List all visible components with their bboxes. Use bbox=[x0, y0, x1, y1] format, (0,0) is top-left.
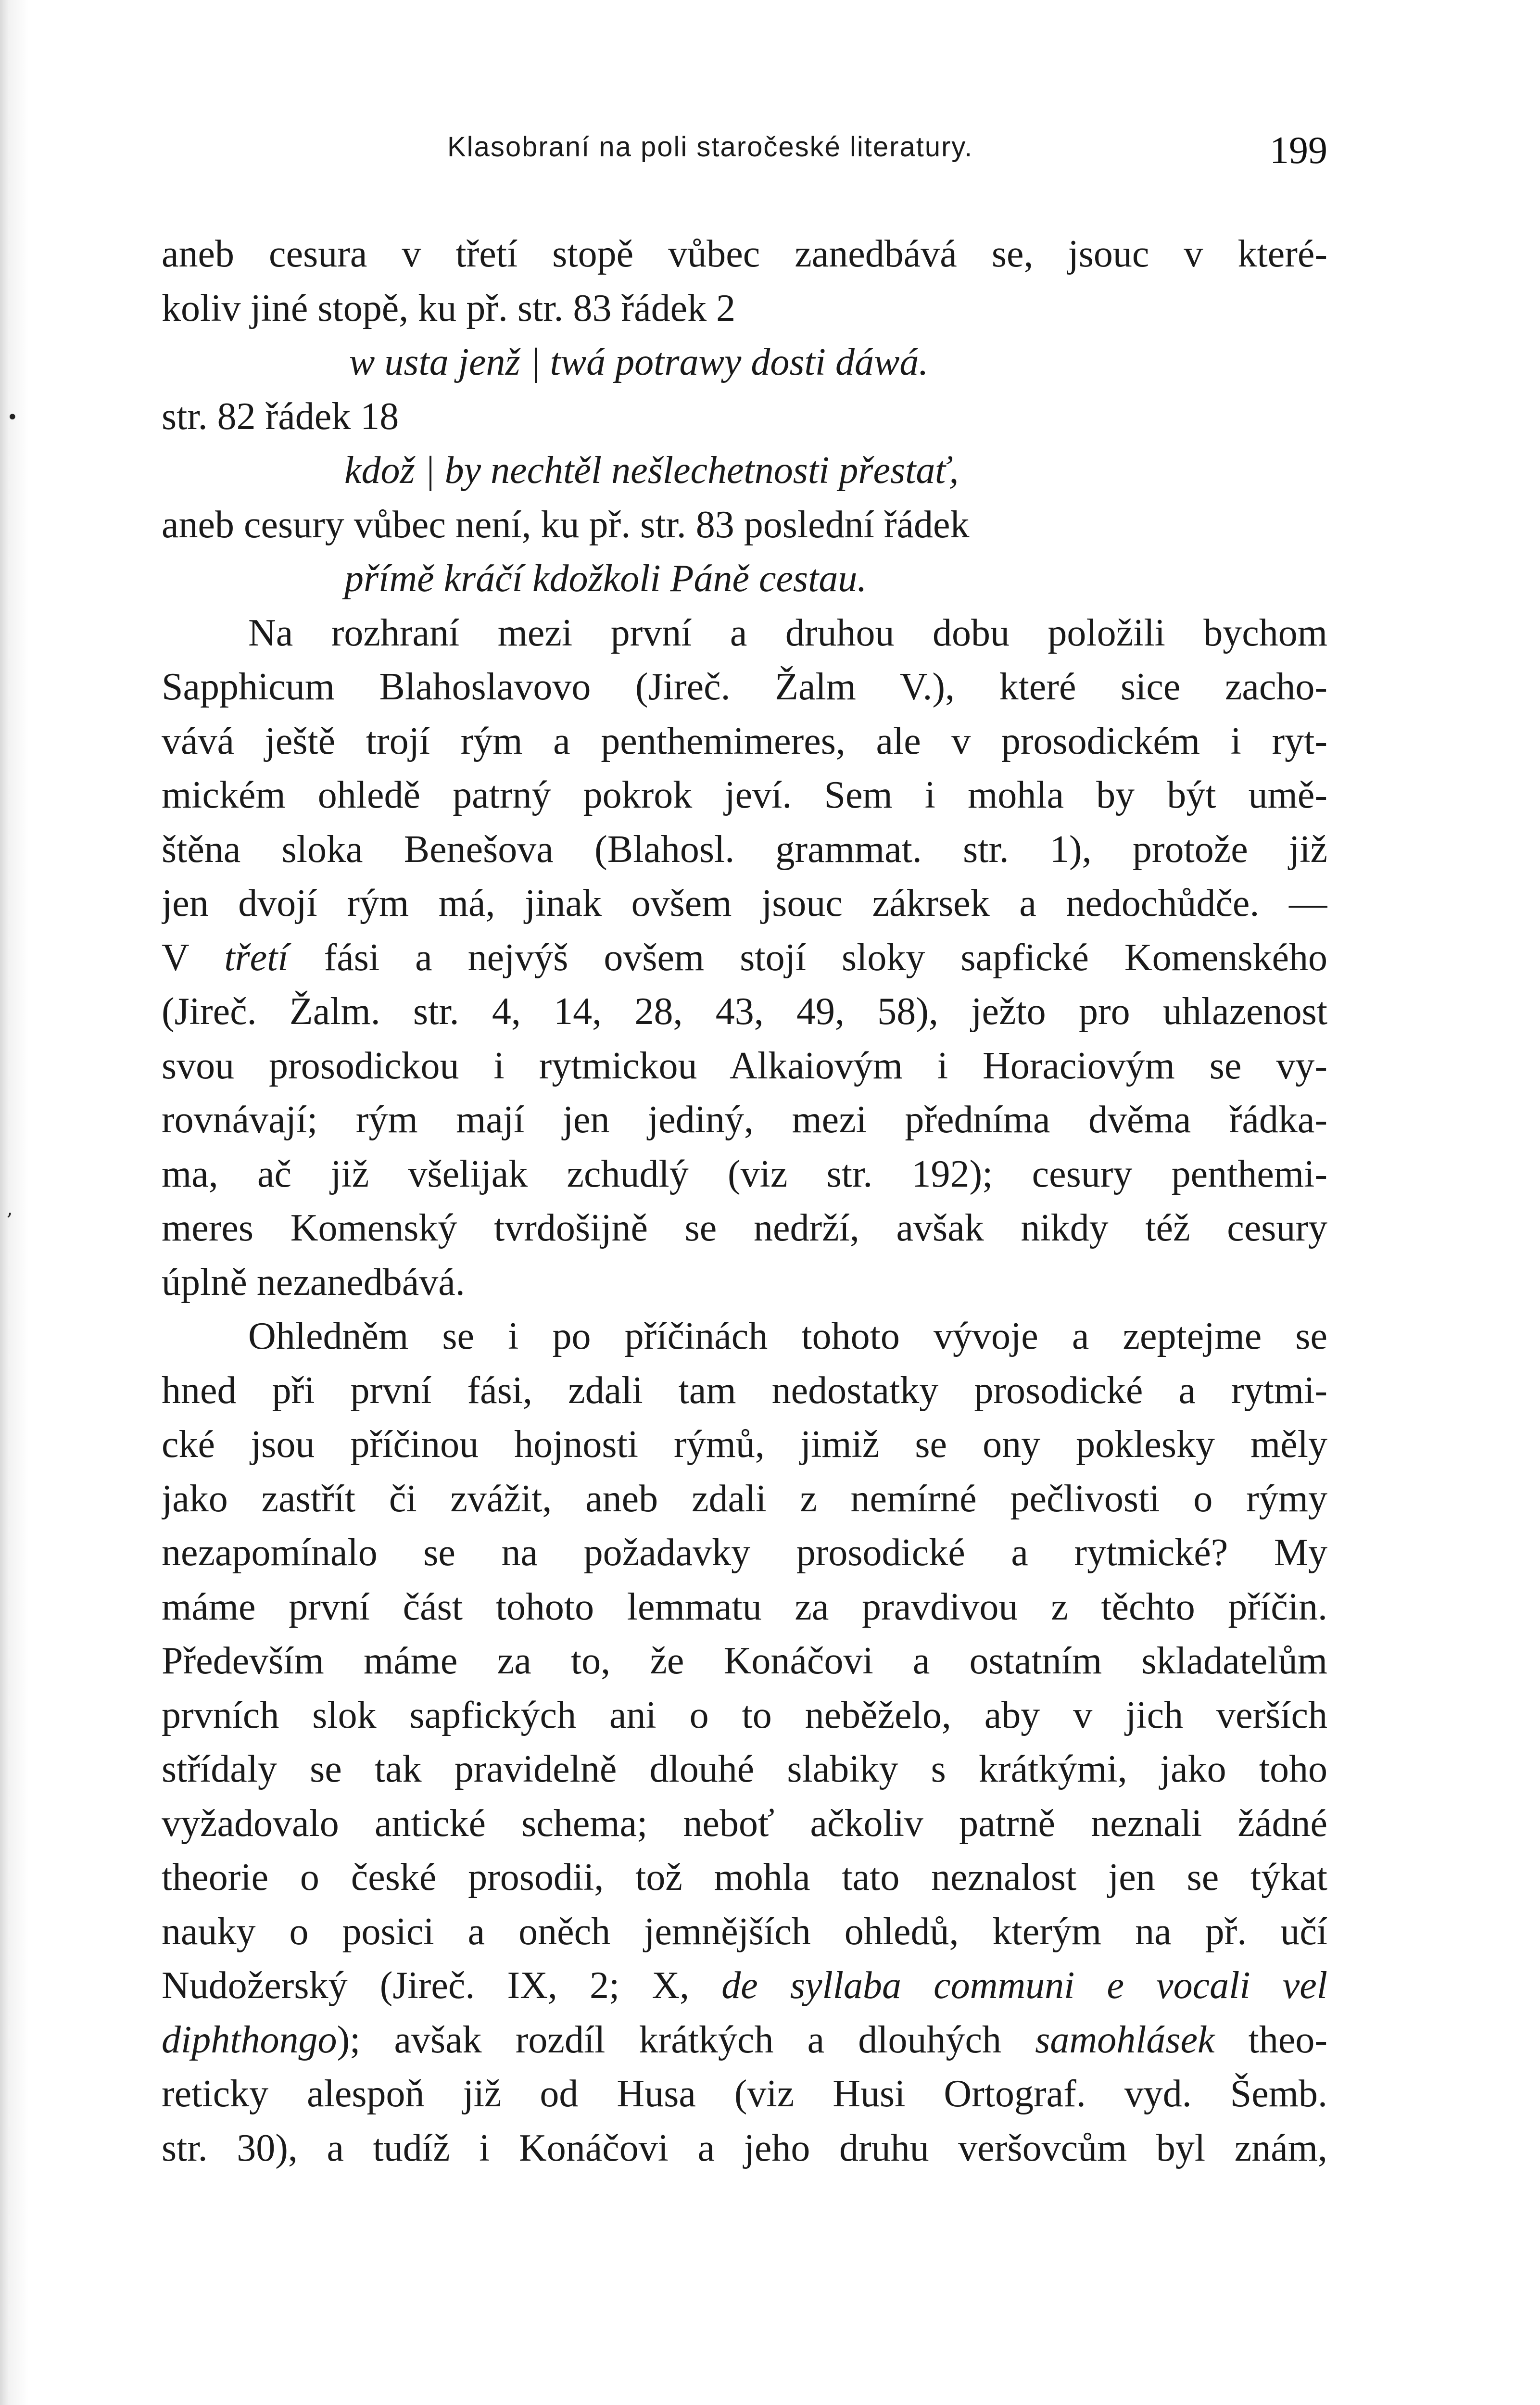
text-line: theorie o české prosodii, tož mohla tato neznalost jen se týkat bbox=[162, 1856, 1327, 1899]
emphasis-text: de syllaba communi e vocali vel bbox=[721, 1964, 1327, 2007]
text-segment: ); avšak rozdíl krátkých a dlouhých bbox=[337, 2018, 1035, 2061]
text-line: Sapphicum Blahoslavovo (Jireč. Žalm V.), které sice zacho- bbox=[162, 666, 1327, 708]
text-segment: theo- bbox=[1214, 2018, 1327, 2061]
body-text bbox=[162, 227, 1327, 2175]
verse-line: přímě kráčí kdožkoli Páně cestau. bbox=[344, 557, 867, 600]
page-number: 199 bbox=[1270, 129, 1327, 172]
text-line: štěna sloka Benešova (Blahosl. grammat. str. 1), protože již bbox=[162, 828, 1327, 871]
running-title: Klasobraní na poli staročeské literatury. bbox=[447, 131, 973, 163]
text-line: rovnávají; rým mají jen jediný, mezi předníma dvěma řádka- bbox=[162, 1099, 1327, 1141]
emphasis-text: diphthongo bbox=[162, 2018, 337, 2061]
text-line: meres Komenský tvrdošijně se nedrží, avšak nikdy též cesury bbox=[162, 1207, 1327, 1249]
text-line: aneb cesury vůbec není, ku př. str. 83 poslední řádek bbox=[162, 503, 970, 546]
text-line bbox=[162, 2013, 1327, 2067]
emphasis-text: třetí bbox=[224, 936, 289, 979]
scan-page-edge bbox=[0, 0, 29, 2405]
text-line: vává ještě trojí rým a penthemimeres, ale v prosodickém i ryt- bbox=[162, 720, 1327, 762]
paragraph-first-line: Na rozhraní mezi první a druhou dobu položili bychom bbox=[248, 611, 1327, 654]
margin-mark: , bbox=[7, 1198, 13, 1220]
text-segment: V bbox=[162, 936, 225, 979]
text-line: koliv jiné stopě, ku př. str. 83 řádek 2 bbox=[162, 287, 736, 329]
text-line: prvních slok sapfických ani o to neběželo, aby v jich verších bbox=[162, 1694, 1327, 1736]
text-line: nezapomínalo se na požadavky prosodické a rytmické? My bbox=[162, 1532, 1327, 1574]
text-segment: fási a nejvýš ovšem stojí sloky sapfické Komenského bbox=[288, 936, 1327, 979]
text-line: reticky alespoň již od Husa (viz Husi Ortograf. vyd. Šemb. bbox=[162, 2073, 1327, 2115]
text-line: ma, ač již všelijak zchudlý (viz str. 192); cesury penthemi- bbox=[162, 1152, 1327, 1195]
text-line bbox=[162, 1959, 1327, 2013]
text-line: nauky o posici a oněch jemnějších ohledů, kterým na př. učí bbox=[162, 1910, 1327, 1953]
text-line: cké jsou příčinou hojnosti rýmů, jimiž se ony poklesky měly bbox=[162, 1423, 1327, 1466]
text-line: vyžadovalo antické schema; neboť ačkoliv patrně neznali žádné bbox=[162, 1802, 1327, 1845]
text-line: hned při první fási, zdali tam nedostatky prosodické a rytmi- bbox=[162, 1369, 1327, 1412]
text-line: jako zastřít či zvážit, aneb zdali z nemírné pečlivosti o rýmy bbox=[162, 1477, 1327, 1520]
text-line: aneb cesura v třetí stopě vůbec zanedbává se, jsouc v které- bbox=[162, 233, 1327, 275]
text-line: str. 82 řádek 18 bbox=[162, 395, 399, 438]
paragraph-first-line: Ohledněm se i po příčinách tohoto vývoje a zeptejme se bbox=[248, 1315, 1327, 1357]
verse-line: w usta jenž | twá potrawy dosti dáwá. bbox=[349, 341, 929, 383]
page-header bbox=[159, 126, 1327, 184]
verse-line: kdož | by nechtěl nešlechetnosti přestať, bbox=[344, 449, 959, 492]
text-line: jen dvojí rým má, jinak ovšem jsouc zákrsek a nedochůdče. — bbox=[162, 882, 1327, 924]
text-line: Především máme za to, že Konáčovi a ostatním skladatelům bbox=[162, 1640, 1327, 1682]
text-line bbox=[162, 931, 1327, 985]
text-line: (Jireč. Žalm. str. 4, 14, 28, 43, 49, 58), ježto pro uhlazenost bbox=[162, 990, 1327, 1033]
emphasis-text: samohlásek bbox=[1035, 2018, 1215, 2061]
text-line: střídaly se tak pravidelně dlouhé slabiky s krátkými, jako toho bbox=[162, 1748, 1327, 1790]
text-segment: Nudožerský (Jireč. IX, 2; X, bbox=[162, 1964, 722, 2007]
text-line: mickém ohledě patrný pokrok jeví. Sem i mohla by být umě- bbox=[162, 774, 1327, 816]
text-line: úplně nezanedbává. bbox=[162, 1261, 465, 1304]
text-line: str. 30), a tudíž i Konáčovi a jeho druhu veršovcům byl znám, bbox=[162, 2127, 1327, 2169]
text-line: máme první část tohoto lemmatu za pravdivou z těchto příčin. bbox=[162, 1585, 1327, 1628]
text-line: svou prosodickou i rytmickou Alkaiovým i Horaciovým se vy- bbox=[162, 1044, 1327, 1087]
margin-mark: • bbox=[7, 406, 18, 429]
